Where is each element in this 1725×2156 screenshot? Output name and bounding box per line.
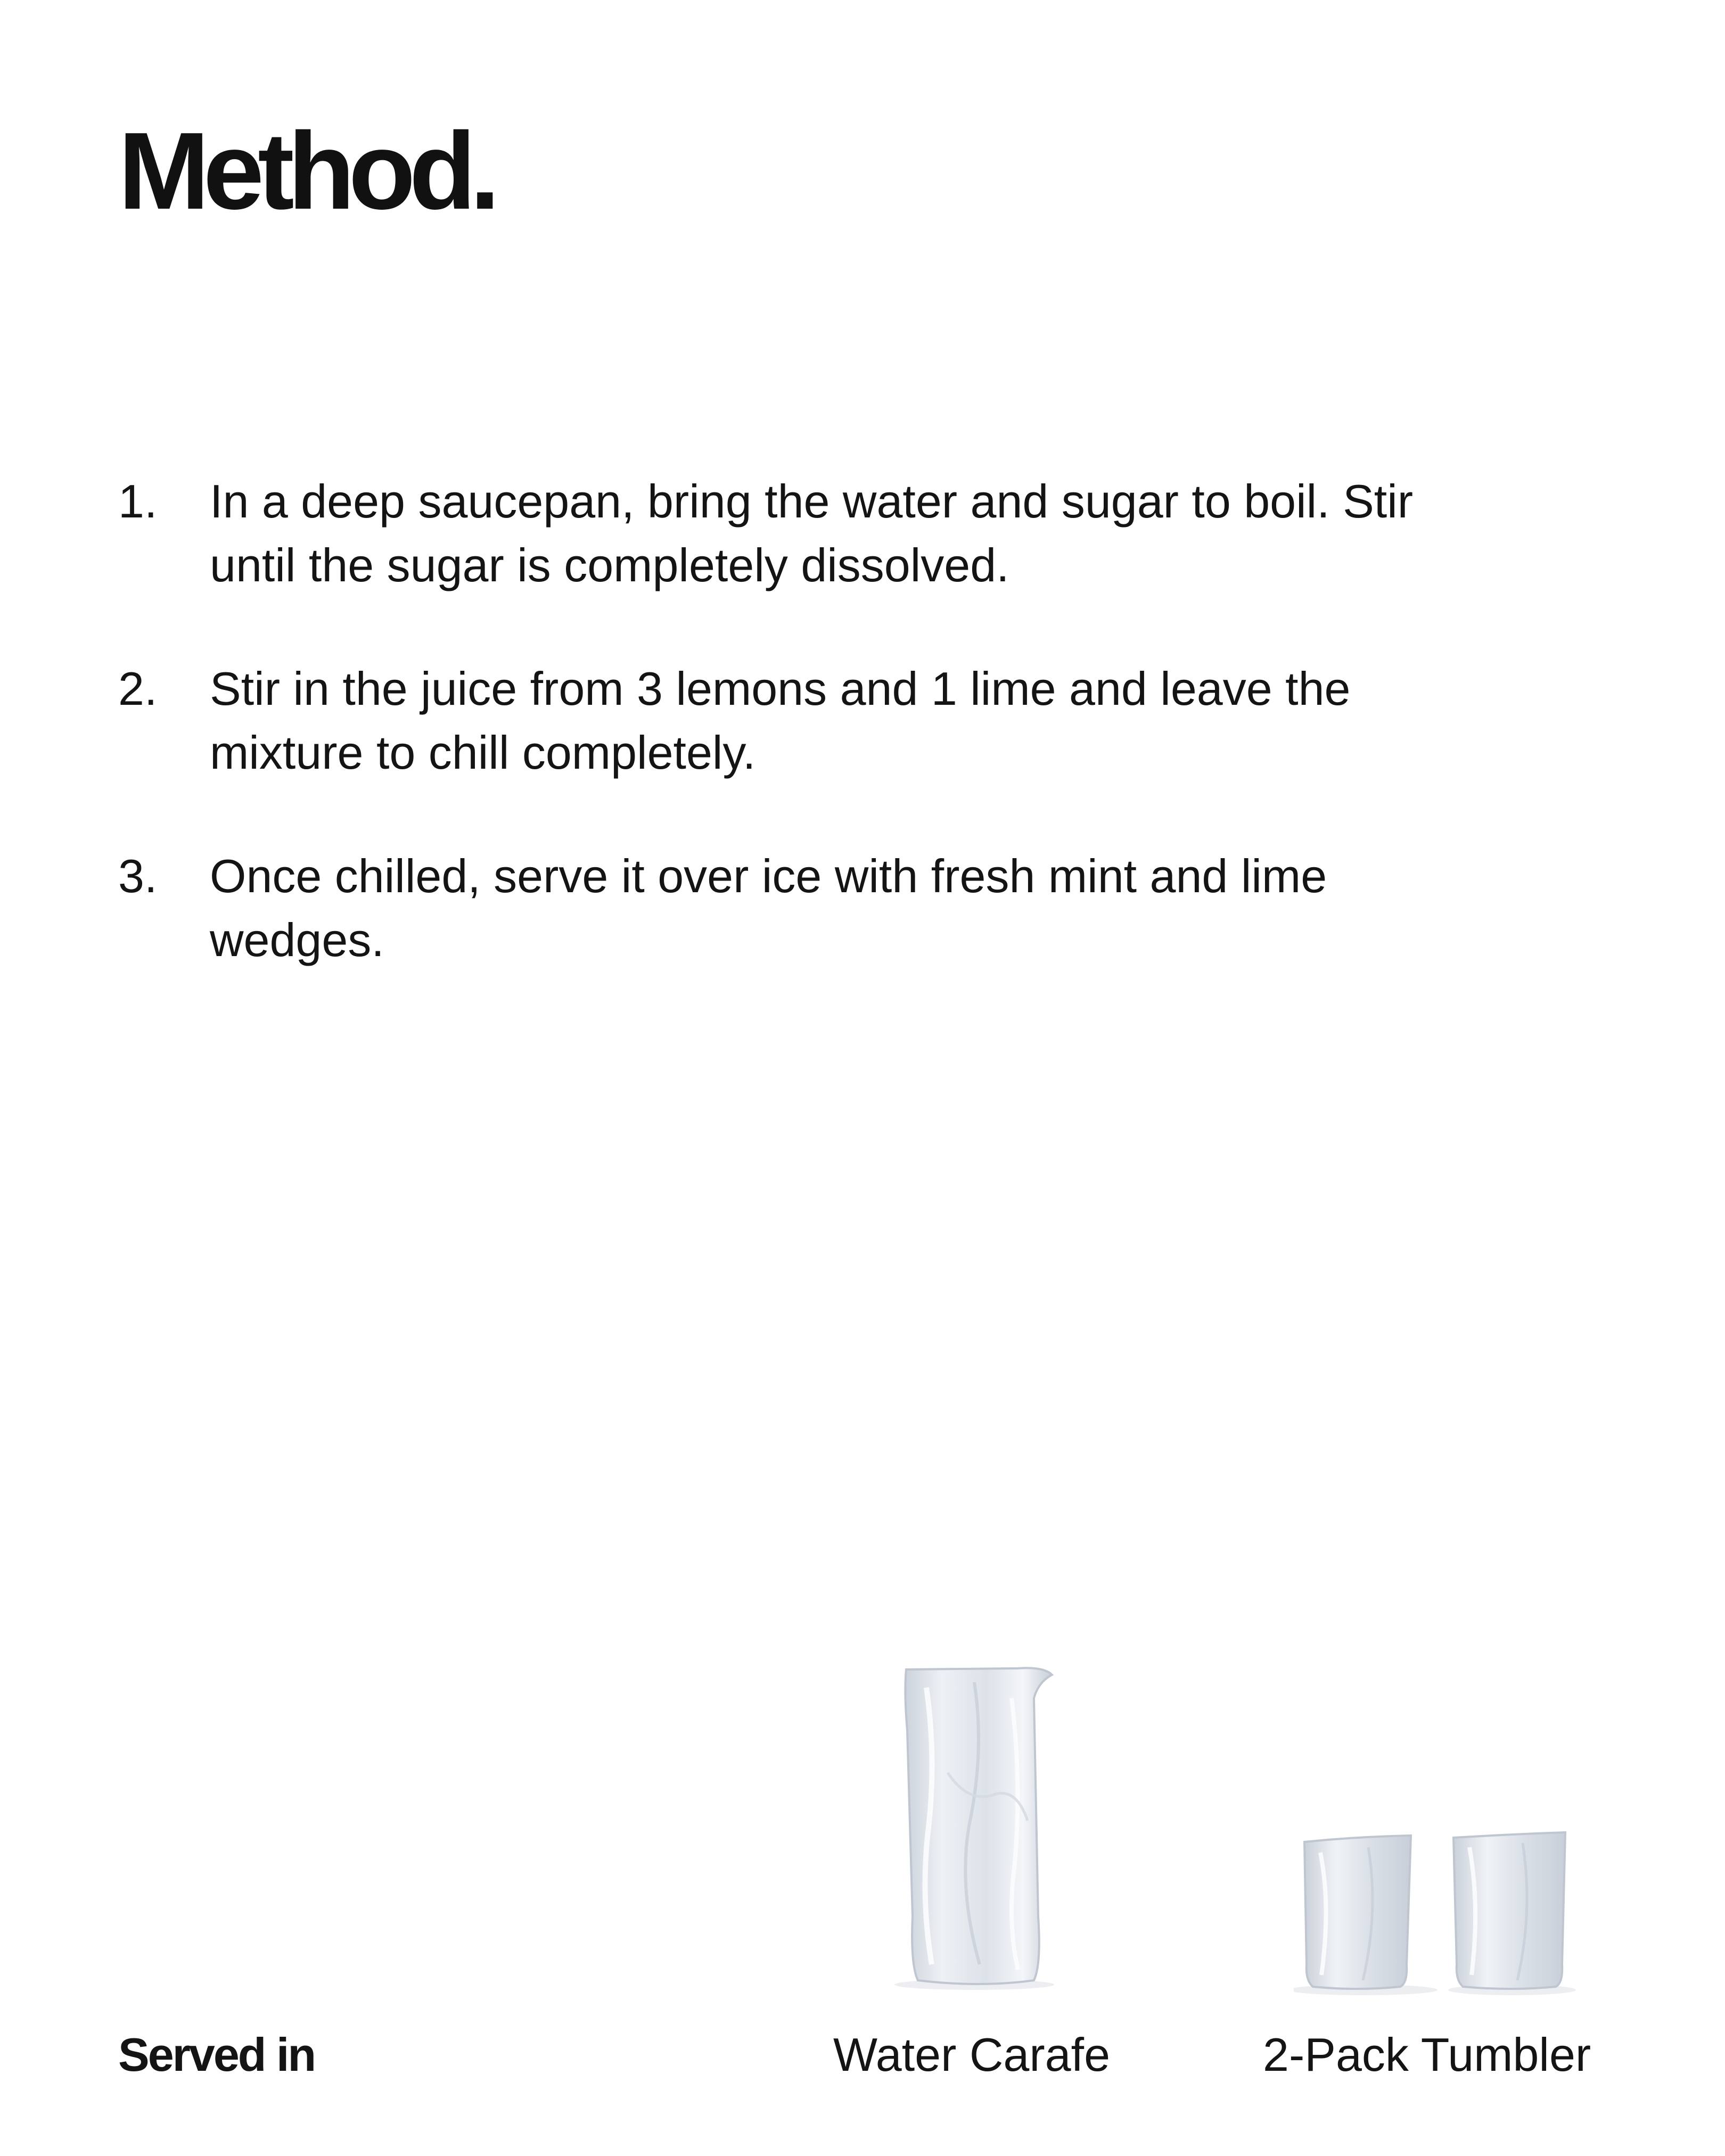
step-number: 1.: [118, 475, 158, 528]
product-name-carafe[interactable]: Water Carafe: [833, 2028, 1111, 2081]
step-number: 3.: [118, 850, 158, 902]
served-in-label: Served in: [118, 2028, 315, 2081]
step-text: In a deep saucepan, bring the water and sugar to boil. Stir until the sugar is completely dissolved.: [210, 475, 1414, 591]
carafe-image[interactable]: [894, 1666, 1065, 1991]
page-title: Method.: [118, 110, 494, 232]
step-text: Once chilled, serve it over ice with fresh mint and lime wedges.: [210, 850, 1327, 966]
step-item: [118, 844, 1502, 972]
product-name-tumbler[interactable]: 2-Pack Tumbler: [1263, 2028, 1591, 2081]
tumbler-pair-image[interactable]: [1294, 1831, 1581, 1996]
step-item: [118, 470, 1502, 597]
step-item: [118, 657, 1502, 785]
step-number: 2.: [118, 662, 158, 715]
step-text: Stir in the juice from 3 lemons and 1 lime and leave the mixture to chill completely.: [210, 662, 1351, 779]
method-steps: [118, 470, 1502, 1032]
